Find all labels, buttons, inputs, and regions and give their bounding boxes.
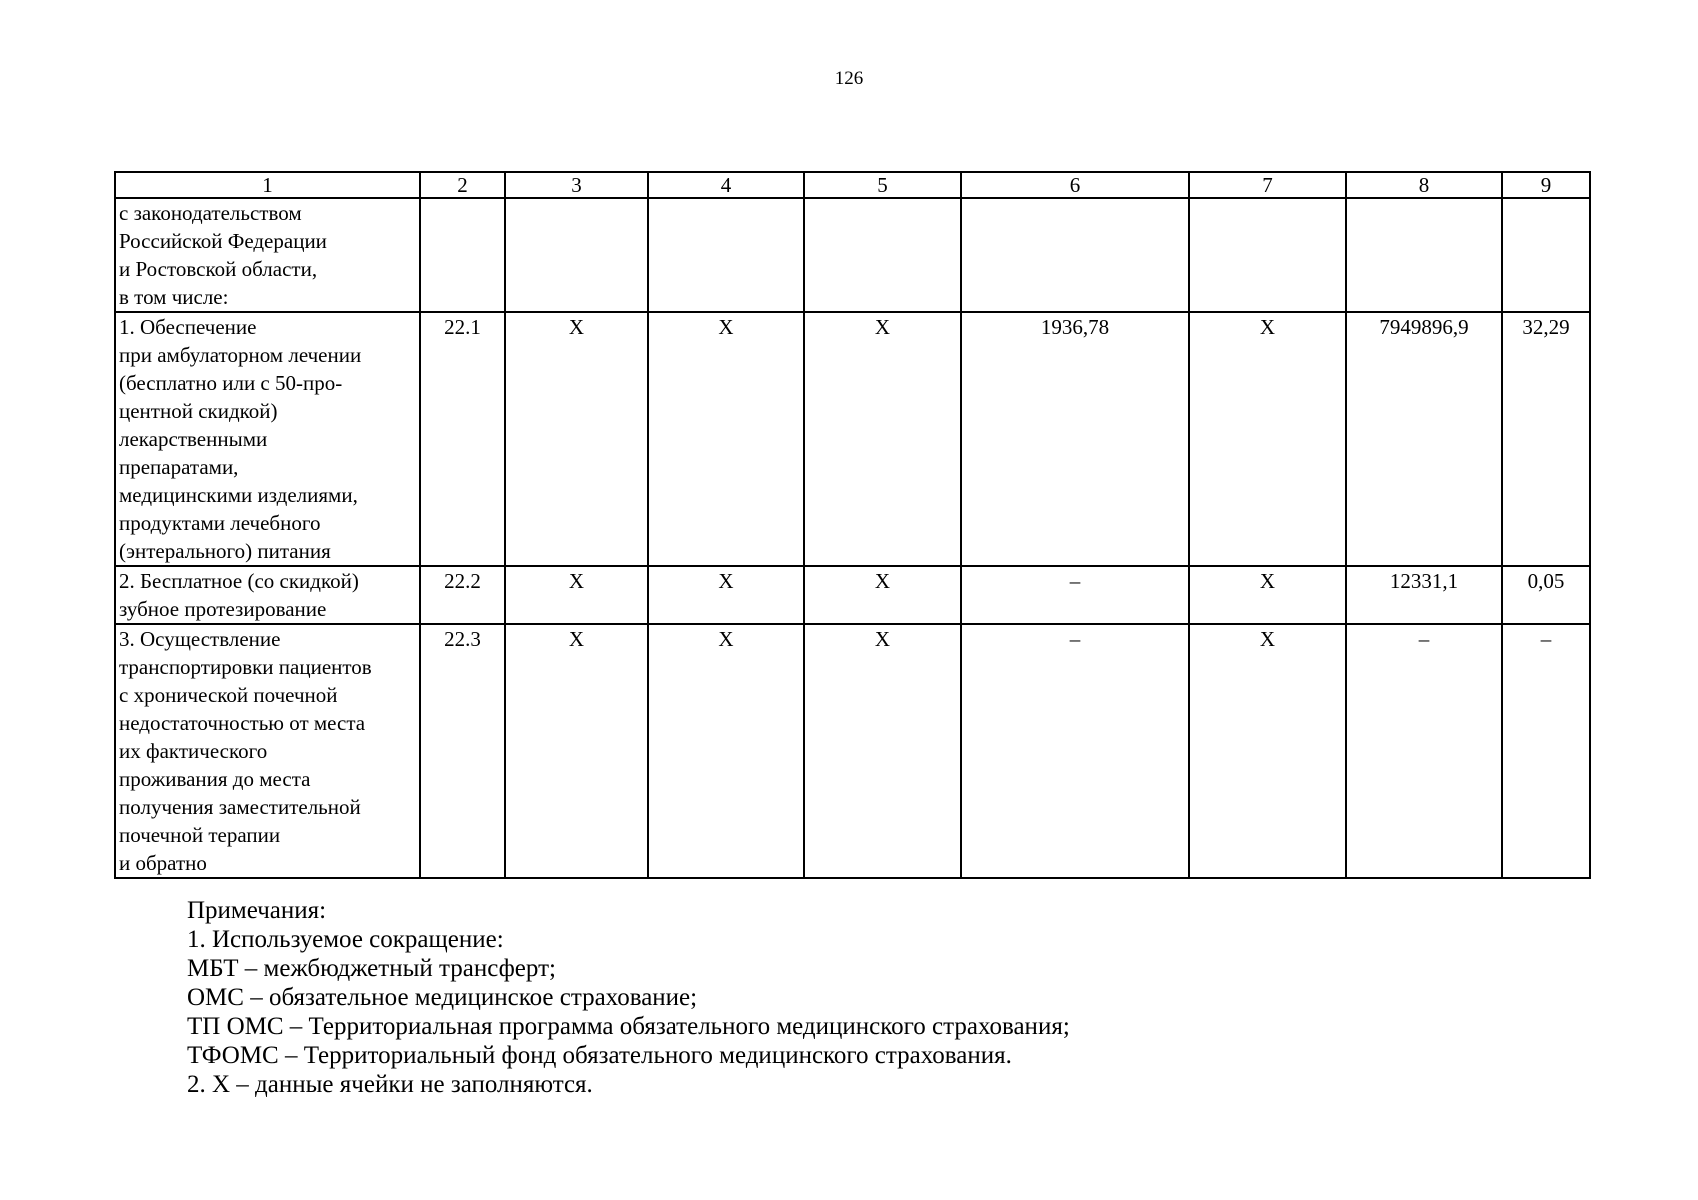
note-line: ОМС – обязательное медицинское страхование; (187, 984, 698, 1011)
table-cell: Х (648, 566, 804, 624)
table-cell (804, 198, 961, 312)
table-cell: Х (1189, 312, 1346, 566)
table-header-row (115, 172, 1590, 198)
table-cell (1346, 198, 1502, 312)
notes-title: Примечания: (187, 897, 327, 924)
table-cell: Х (1189, 624, 1346, 878)
column-header: 7 (1189, 172, 1346, 198)
note-line: МБТ – межбюджетный трансферт; (187, 955, 556, 982)
table-cell: Х (648, 312, 804, 566)
row-name-cell: с законодательством Российской Федерации и Ростовской области, в том числе: (115, 198, 420, 312)
column-header: 9 (1502, 172, 1590, 198)
table-cell: Х (804, 566, 961, 624)
note-line: 1. Используемое сокращение: (187, 926, 504, 953)
table-cell: 7949896,9 (1346, 312, 1502, 566)
table-cell (961, 198, 1189, 312)
column-header: 4 (648, 172, 804, 198)
column-header: 8 (1346, 172, 1502, 198)
row-name-cell: 3. Осуществление транспортировки пациентов с хронической почечной недостаточностью от места их фактического проживания до места получения заместительной почечной терапии и обратно (115, 624, 420, 878)
column-header: 2 (420, 172, 505, 198)
table-cell (1189, 198, 1346, 312)
table-row (115, 198, 1590, 312)
table-cell: 0,05 (1502, 566, 1590, 624)
row-code-cell: 22.3 (420, 624, 505, 878)
page-number: 126 (834, 68, 864, 89)
column-header: 6 (961, 172, 1189, 198)
table-cell: Х (505, 312, 648, 566)
table-cell: Х (804, 624, 961, 878)
table-cell (505, 198, 648, 312)
table-cell: 12331,1 (1346, 566, 1502, 624)
table-cell: 1936,78 (961, 312, 1189, 566)
row-name-cell: 2. Бесплатное (со скидкой) зубное протезирование (115, 566, 420, 624)
table-cell: Х (804, 312, 961, 566)
note-line: ТП ОМС – Территориальная программа обязательного медицинского страхования; (187, 1013, 1070, 1040)
table-cell: – (1346, 624, 1502, 878)
row-code-cell: 22.2 (420, 566, 505, 624)
table-cell: – (961, 566, 1189, 624)
table-cell (648, 198, 804, 312)
table-row (115, 566, 1590, 624)
table-cell: – (1502, 624, 1590, 878)
table-cell: Х (505, 566, 648, 624)
column-header: 3 (505, 172, 648, 198)
row-code-cell: 22.1 (420, 312, 505, 566)
table-cell: – (961, 624, 1189, 878)
table-row (115, 624, 1590, 878)
table-cell: Х (505, 624, 648, 878)
table-cell: Х (648, 624, 804, 878)
table-cell (1502, 198, 1590, 312)
notes-section (187, 896, 1070, 1099)
column-header: 1 (115, 172, 420, 198)
table-row (115, 312, 1590, 566)
table-cell: 32,29 (1502, 312, 1590, 566)
data-table (114, 171, 1591, 879)
table-cell: Х (1189, 566, 1346, 624)
row-code-cell (420, 198, 505, 312)
note-line: ТФОМС – Территориальный фонд обязательного медицинского страхования. (187, 1042, 1012, 1069)
row-name-cell: 1. Обеспечение при амбулаторном лечении (бесплатно или с 50-про- центной скидкой) лекарственными препаратами, медицинскими изделиями, продуктами лечебного (энтерального) питания (115, 312, 420, 566)
note-line: 2. Х – данные ячейки не заполняются. (187, 1071, 593, 1098)
column-header: 5 (804, 172, 961, 198)
